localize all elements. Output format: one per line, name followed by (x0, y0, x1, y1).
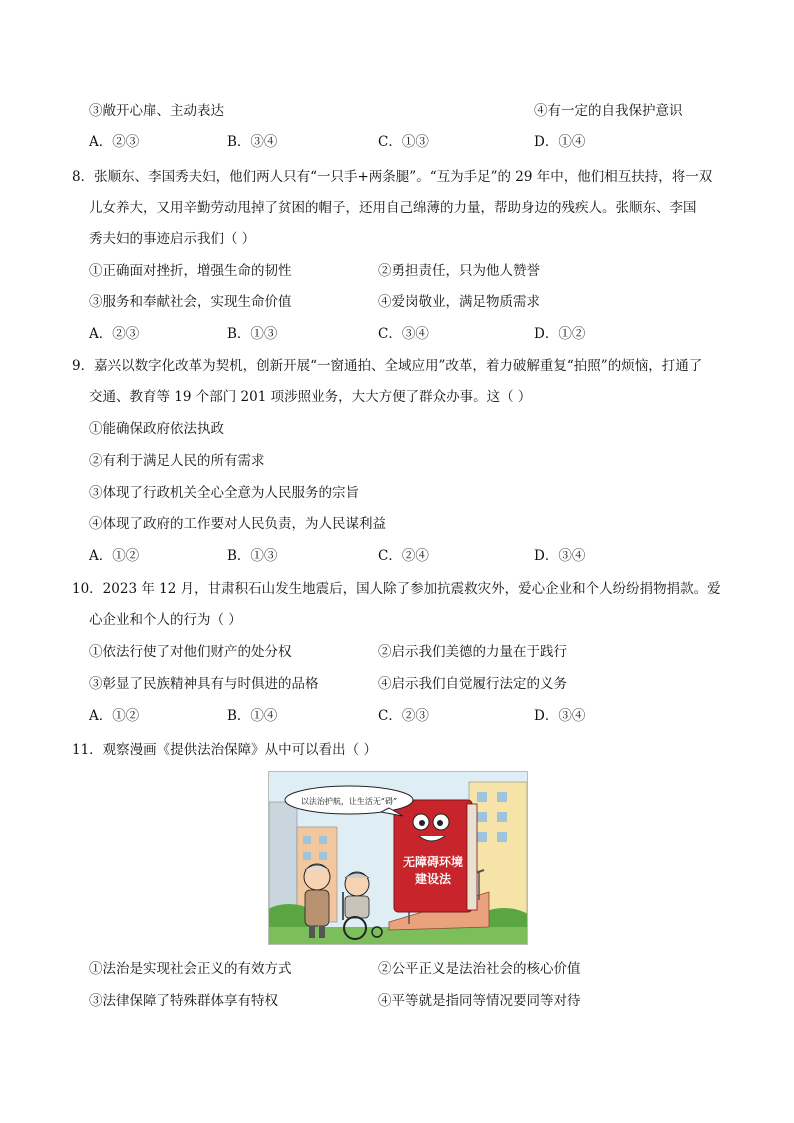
q9-choice-b[interactable]: B．①③ (227, 548, 278, 564)
q8-stem-line-2: 儿女养大，又用辛勤劳动甩掉了贫困的帽子，还用自己绵薄的力量，帮助身边的残疾人。张顺东、李国 (89, 200, 697, 216)
q11-option-3: ③法律保障了特殊群体享有特权 (89, 993, 278, 1009)
q7-choice-c[interactable]: C．①③ (378, 134, 429, 150)
q10-stem-line-2: 心企业和个人的行为（ ） (89, 612, 242, 628)
q8-choice-b[interactable]: B．①③ (227, 326, 278, 342)
q10-choice-d[interactable]: D．③④ (534, 708, 586, 724)
q10-option-2: ②启示我们美德的力量在于践行 (378, 644, 567, 660)
q9-choice-c[interactable]: C．②④ (378, 548, 429, 564)
q10-stem-line-1: 10．2023 年 12 月，甘肃积石山发生地震后，国人除了参加抗震救灾外，爱心企业和个人纷纷捐物捐款。爱 (72, 581, 721, 597)
q11-option-2: ②公平正义是法治社会的核心价值 (378, 961, 581, 977)
q8-choice-c[interactable]: C．③④ (378, 326, 429, 342)
book-title-line-1: 无障碍环境 (402, 855, 464, 869)
q7-choice-b[interactable]: B．③④ (227, 134, 278, 150)
q8-stem-line-1: 8．张顺东、李国秀夫妇，他们两人只有“一只手+两条腿”。“互为手足”的 29 年中，他们相互扶持，将一双 (72, 169, 713, 185)
q7-choice-d[interactable]: D．①④ (534, 134, 586, 150)
q9-choice-d[interactable]: D．③④ (534, 548, 586, 564)
q10-option-4: ④启示我们自觉履行法定的义务 (378, 676, 567, 692)
cartoon-illustration (269, 772, 527, 944)
q9-option-4: ④体现了政府的工作要对人民负责，为人民谋利益 (89, 516, 386, 532)
q10-option-1: ①依法行使了对他们财产的处分权 (89, 644, 292, 660)
speech-bubble-text: 以法治护航，让生活无“碍” (300, 797, 398, 806)
q11-option-1: ①法治是实现社会正义的有效方式 (89, 961, 292, 977)
q8-option-1: ①正确面对挫折，增强生命的韧性 (89, 263, 292, 279)
q9-option-2: ②有利于满足人民的所有需求 (89, 453, 265, 469)
q7-option-3: ③敞开心扉、主动表达 (89, 103, 224, 119)
q10-option-3: ③彰显了民族精神具有与时俱进的品格 (89, 676, 319, 692)
q8-option-3: ③服务和奉献社会，实现生命价值 (89, 294, 292, 310)
q9-stem-line-1: 9．嘉兴以数字化改革为契机，创新开展“一窗通拍、全域应用”改革，着力破解重复“拍照”的烦恼，打通了 (72, 358, 703, 374)
law-cartoon (268, 771, 528, 945)
book-title-line-2: 建设法 (414, 872, 452, 886)
q10-choice-a[interactable]: A．①② (89, 708, 140, 724)
q10-choice-c[interactable]: C．②③ (378, 708, 429, 724)
q7-choice-a[interactable]: A．②③ (89, 134, 140, 150)
q11-option-4: ④平等就是指同等情况要同等对待 (378, 993, 581, 1009)
q9-choice-a[interactable]: A．①② (89, 548, 140, 564)
q9-option-3: ③体现了行政机关全心全意为人民服务的宗旨 (89, 485, 359, 501)
q8-choice-a[interactable]: A．②③ (89, 326, 140, 342)
q9-stem-line-2: 交通、教育等 19 个部门 201 项涉照业务，大大方便了群众办事。这（ ） (89, 389, 532, 405)
q8-stem-line-3: 秀夫妇的事迹启示我们（ ） (89, 231, 256, 247)
q9-option-1: ①能确保政府依法执政 (89, 421, 224, 437)
q8-choice-d[interactable]: D．①② (534, 326, 586, 342)
q11-stem-line-1: 11．观察漫画《提供法治保障》从中可以看出（ ） (72, 742, 377, 758)
q8-option-4: ④爱岗敬业，满足物质需求 (378, 294, 540, 310)
q10-choice-b[interactable]: B．①④ (227, 708, 278, 724)
q7-option-4: ④有一定的自我保护意识 (534, 103, 683, 119)
q8-option-2: ②勇担责任，只为他人赞誉 (378, 263, 540, 279)
